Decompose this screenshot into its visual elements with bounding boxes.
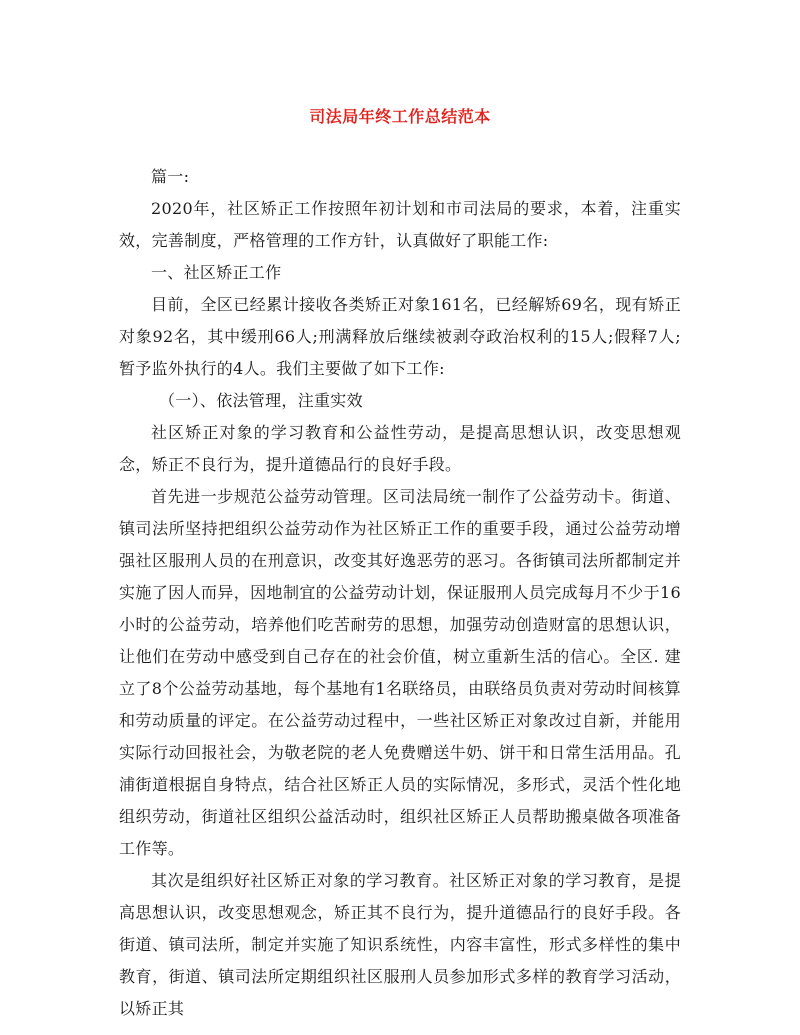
paragraph-public-labor: 首先进一步规范公益劳动管理。区司法局统一制作了公益劳动卡。街道、镇司法所坚持把组织公益劳动作为社区矫正工作的重要手段，通过公益劳动增强社区服刑人员的在刑意识，改变其好逸恶劳的恶习。各街镇司法所都制定并实施了因人而异，因地制宜的公益劳动计划，保证服刑人员完成每月不少于16小时的公益劳动，培养他们吃苦耐劳的思想，加强劳动创造财富的思想认识，让他们在劳动中感受到自己存在的社会价值，树立重新生活的信心。全区. 建立了8个公益劳动基地，每个基地有1名联络员，由联络员负责对劳动时间核算和劳动质量的评定。在公益劳动过程中，一些社区矫正对象改过自新，并能用实际行动回报社会，为敬老院的老人免费赠送牛奶、饼干和日常生活用品。孔浦街道根据自身特点，结合社区矫正人员的实际情况，多形式，灵活个性化地组织劳动，街道社区组织公益活动时，组织社区矫正人员帮助搬桌做各项准备工作等。: [119, 487, 681, 858]
heading-community-correction: 一、社区矫正工作: [151, 263, 282, 282]
subheading-lawful-management: （一）、依法管理，注重实效: [159, 391, 363, 410]
document-title: 司法局年终工作总结范本: [309, 107, 491, 126]
paragraph-study-education: 其次是组织好社区矫正对象的学习教育。社区矫正对象的学习教育，是提高思想认识，改变思想观念，矫正其不良行为，提升道德品行的良好手段。各街道、镇司法所，制定并实施了知识系统性，内容丰富性，形式多样性的集中教育，街道、镇司法所定期组织社区服刑人员参加形式多样的教育学习活动，以矫正其: [119, 871, 681, 1018]
paragraph-statistics: 目前，全区已经累计接收各类矫正对象161名，已经解矫69名，现有矫正对象92名，其中缓刑66人;刑满释放后继续被剥夺政治权利的15人;假释7人;暂予监外执行的4人。我们主要做了如下工作:: [119, 295, 681, 378]
paragraph-section-label: 篇一:: [151, 167, 190, 186]
paragraph-intro: 2020年，社区矫正工作按照年初计划和市司法局的要求，本着，注重实效，完善制度，严格管理的工作方针，认真做好了职能工作:: [119, 199, 681, 250]
document-body: [119, 161, 681, 1025]
paragraph-education-labor: 社区矫正对象的学习教育和公益性劳动，是提高思想认识，改变思想观念，矫正不良行为，提升道德品行的良好手段。: [119, 423, 681, 474]
